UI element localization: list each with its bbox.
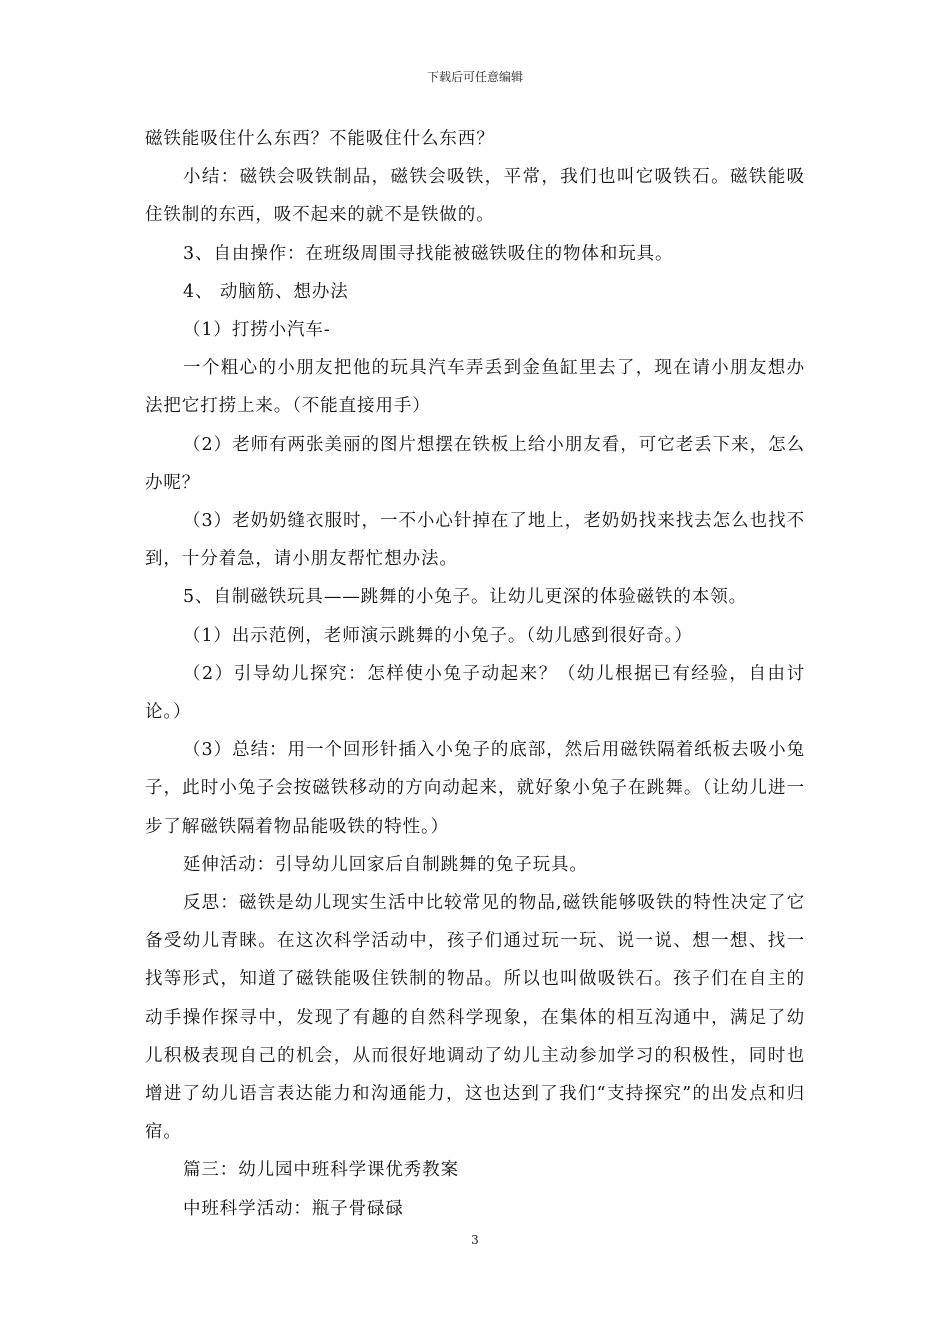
page-header: 下载后可任意编辑 bbox=[426, 70, 523, 84]
paragraph: 反思：磁铁是幼儿现实生活中比较常见的物品,磁铁能够吸铁的特性决定了它备受幼儿青睐。在这次科学活动中，孩子们通过玩一玩、说一说、想一想、找一找等形式，知道了磁铁能吸住铁制的物品。所以也叫做吸铁石。孩子们在自主的动手操作探寻中，发现了有趣的自然科学现象，在集体的相互沟通中，满足了幼儿积极表现自己的机会，从而很好地调动了幼儿主动参加学习的积极性，同时也增进了幼儿语言表达能力和沟通能力，这也达到了我们“支持探究”的出发点和归宿。 bbox=[145, 893, 805, 1143]
document-body bbox=[145, 120, 805, 1228]
paragraph: 磁铁能吸住什么东西？不能吸住什么东西？ bbox=[145, 129, 495, 149]
section-heading: 篇三：幼儿园中班科学课优秀教案 bbox=[183, 1160, 459, 1181]
paragraph: 一个粗心的小朋友把他的玩具汽车弄丢到金鱼缸里去了，现在请小朋友想办法把它打捞上来。（不能直接用手） bbox=[145, 358, 805, 417]
paragraph: （3）总结：用一个回形针插入小兔子的底部，然后用磁铁隔着纸板去吸小兔子，此时小兔子会按磁铁移动的方向动起来，就好象小兔子在跳舞。（让幼儿进一步了解磁铁隔着物品能吸铁的特性。） bbox=[145, 740, 805, 837]
page-number: 3 bbox=[471, 1233, 479, 1247]
paragraph: 3、自由操作：在班级周围寻找能被磁铁吸住的物体和玩具。 bbox=[183, 243, 674, 264]
paragraph: （1）打捞小汽车- bbox=[183, 320, 331, 341]
paragraph: （2）引导幼儿探究：怎样使小兔子动起来？（幼儿根据已有经验，自由讨论。） bbox=[145, 663, 805, 723]
paragraph: 5、自制磁铁玩具——跳舞的小兔子。让幼儿更深的体验磁铁的本领。 bbox=[183, 587, 748, 608]
paragraph: （3）老奶奶缝衣服时，一不小心针掉在了地上，老奶奶找来找去怎么也找不到，十分着急，请小朋友帮忙想办法。 bbox=[145, 511, 805, 570]
activity-title: 中班科学活动：瓶子骨碌碌 bbox=[183, 1198, 404, 1219]
paragraph: 延伸活动：引导幼儿回家后自制跳舞的兔子玩具。 bbox=[183, 854, 588, 875]
paragraph: （1）出示范例，老师演示跳舞的小兔子。（幼儿感到很好奇。） bbox=[183, 625, 693, 646]
paragraph: 4、 动脑筋、想办法 bbox=[183, 281, 349, 302]
paragraph: 小结：磁铁会吸铁制品，磁铁会吸铁，平常，我们也叫它吸铁石。磁铁能吸住铁制的东西，吸不起来的就不是铁做的。 bbox=[145, 167, 805, 226]
paragraph: （2）老师有两张美丽的图片想摆在铁板上给小朋友看，可它老丢下来，怎么办呢？ bbox=[145, 434, 805, 493]
